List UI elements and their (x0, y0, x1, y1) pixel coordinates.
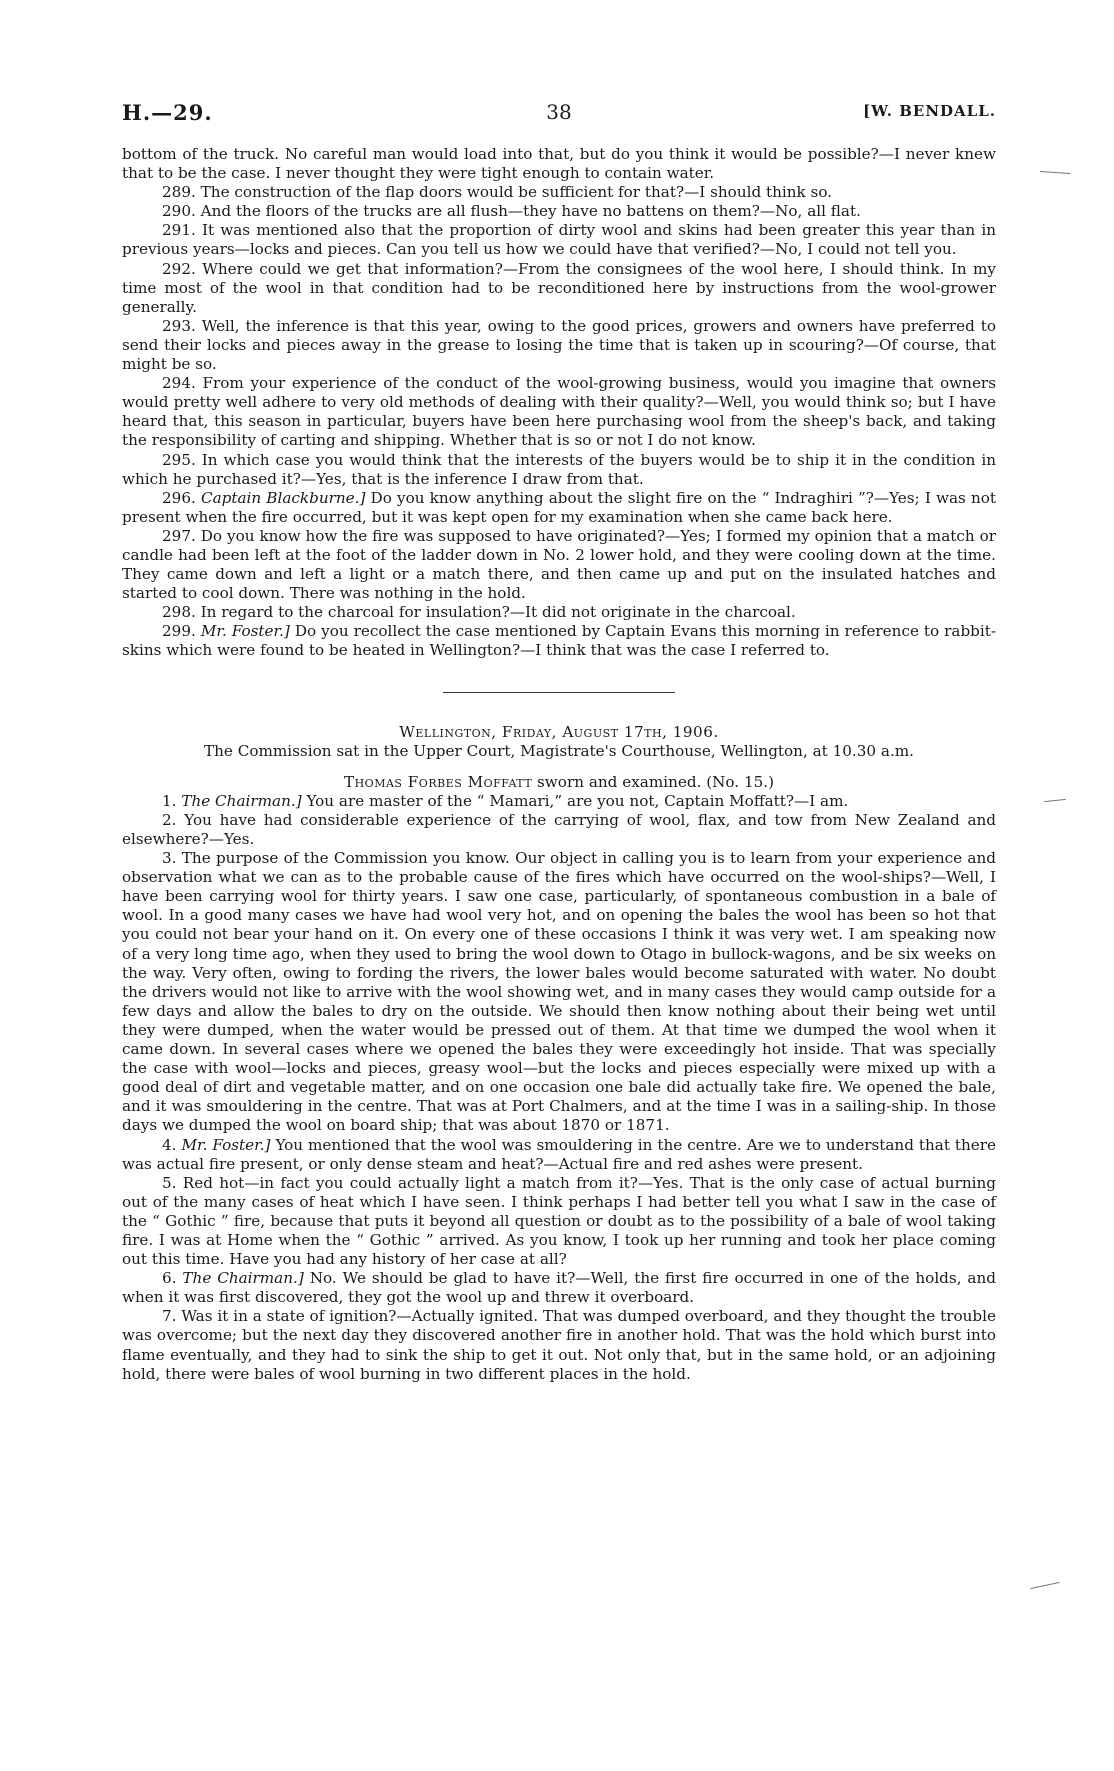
question-paragraph (122, 849, 996, 1135)
question-number: 3. (162, 849, 182, 868)
question-paragraph (122, 811, 996, 849)
question-text: From your experience of the conduct of the wool-growing business, would you imagine that owners would pretty well adhere to very old methods of dealing with their quality?—Well, you would think so; but I have heard that, this season in particular, buyers have been here purchasing wool from the sheep's back, and taking the responsibility of carting and shipping. Whether that is so or not I do not know. (122, 374, 996, 450)
question-text: Do you know anything about the slight fire on the “ Indraghiri ”?—Yes; I was not present when the fire occurred, but it was kept open for my examination when she came back here. (122, 488, 996, 526)
question-text: The purpose of the Commission you know. Our object in calling you is to learn from your experience and observation what we can as to the probable cause of the fires which have occurred on the wool-ships?—Well, I have been carrying wool for thirty years. I saw one case, particularly, of spontaneous combustion in a bale of wool. In a good many cases we have had wool very hot, and on opening the bales the wool has been so hot that you could not bear your hand on it. On every one of these occasions I think it was very wet. I am speaking now of a very long time ago, when they used to bring the wool down to Otago in bullock-wagons, and be six weeks on the way. Very often, owing to fording the rivers, the lower bales would become saturated with water. No doubt the drivers would not like to arrive with the wool showing wet, and in many cases they would camp outside for a few days and allow the bales to dry on the outside. We should then know nothing about their being wet until they were dumped, when the water would be pressed out of them. At that time we dumped the wool when it came down. In several cases where we opened the bales they were exceedingly hot inside. That was specially the case with wool—locks and pieces, greasy wool—but the locks and pieces especially were mixed up with a good deal of dirt and vegetable matter, and on one occasion one bale did actually take fire. We opened the bale, and it was smouldering in the centre. That was at Port Chalmers, and at the time I was in a sailing-ship. In those days we dumped the wool on board ship; that was about 1870 or 1871. (122, 849, 996, 1135)
witness-running-head: [W. BENDALL. (863, 102, 996, 120)
question-text: Well, the inference is that this year, owing to the good prices, growers and owners have preferred to send their locks and pieces away in the grease to losing the time that is taken up in scouring?—Of course, that might be so. (122, 316, 996, 374)
question-paragraph (122, 451, 996, 489)
question-paragraph (122, 1269, 996, 1307)
question-text: No. We should be glad to have it?—Well, the first fire occurred in one of the holds, and when it was first discovered, they got the wool up and threw it overboard. (122, 1269, 996, 1307)
question-paragraph (122, 221, 996, 259)
question-paragraph (122, 489, 996, 527)
question-text: You are master of the “ Mamari,” are you not, Captain Moffatt?—I am. (306, 791, 849, 810)
question-paragraph (122, 603, 996, 622)
question-text: Red hot—in fact you could actually light a match from it?—Yes. That is the only case of actual burning out of the many cases of heat which I have seen. I think perhaps I had better tell you what I saw in the case of the “ Gothic ” fire, because that puts it beyond all question or doubt as to the possibility of a bale of wool taking fire. I was at Home when the “ Gothic ” arrived. As you know, I took up her running and took her place coming out this time. Have you had any history of her case at all? (122, 1173, 996, 1269)
question-number: 6. (162, 1269, 183, 1288)
page-body (122, 145, 996, 1384)
question-text: And the floors of the trucks are all flush—they have no battens on them?—No, all flat. (200, 202, 861, 221)
question-paragraph (122, 260, 996, 317)
dateline: Wellington, Friday, August 17th, 1906. (399, 722, 719, 741)
testimony-section-moffatt (122, 792, 996, 1384)
question-number: 295. (162, 450, 202, 469)
question-paragraph (122, 202, 996, 221)
scan-mark (1044, 799, 1066, 802)
question-number: 2. (162, 810, 185, 829)
section-divider (443, 692, 675, 693)
question-number: 291. (162, 221, 202, 240)
question-paragraph (122, 317, 996, 374)
witness-heading (122, 773, 996, 792)
question-number: 1. (162, 791, 182, 810)
question-number: 299. (162, 622, 201, 641)
speaker-label: Mr. Foster.] (181, 1135, 271, 1154)
question-text: The construction of the flap doors would be sufficient for that?—I should think so. (200, 183, 833, 202)
scan-mark (1040, 171, 1070, 174)
question-number: 7. (162, 1307, 182, 1326)
question-number: 298. (162, 603, 201, 622)
question-number: 294. (162, 374, 203, 393)
question-paragraph (122, 792, 996, 811)
speaker-label: The Chairman.] (182, 1269, 304, 1288)
question-text: In which case you would think that the interests of the buyers would be to ship it in the condition in which he purchased it?—Yes, that is the inference I draw from that. (122, 450, 996, 488)
question-number: 297. (162, 526, 201, 545)
speaker-label: The Chairman.] (181, 791, 302, 810)
question-number: 290. (162, 202, 201, 221)
page-number: 38 (546, 100, 572, 124)
question-paragraph (122, 183, 996, 202)
question-number: 289. (162, 183, 201, 202)
question-text: In regard to the charcoal for insulation?—It did not originate in the charcoal. (200, 603, 796, 622)
question-number: 293. (162, 316, 202, 335)
question-paragraph (122, 527, 996, 603)
question-text: Do you recollect the case mentioned by Captain Evans this morning in reference to rabbit-skins which were found to be heated in Wellington?—I think that was the case I referred to. (122, 622, 996, 660)
document-reference: H.—29. (122, 100, 213, 125)
question-number: 4. (162, 1135, 182, 1154)
testimony-section-bendall (122, 183, 996, 660)
question-number: 292. (162, 259, 203, 278)
question-paragraph (122, 1136, 996, 1174)
question-paragraph (122, 622, 996, 660)
speaker-label: Captain Blackburne.] (200, 488, 366, 507)
speaker-label: Mr. Foster.] (200, 622, 290, 641)
question-text: It was mentioned also that the proportion of dirty wool and skins had been greater this year than in previous years—locks and pieces. Can you tell us how we could have that verified?—No, I could not tell you. (122, 221, 996, 259)
question-paragraph (122, 1174, 996, 1269)
question-text: Do you know how the fire was supposed to have originated?—Yes; I formed my opinion that a match or candle had been left at the foot of the ladder down in No. 2 lower hold, and they were cooling down at the time. They came down and left a light or a match there, and then came up and put on the insulated hatches and started to cool down. There was nothing in the hold. (122, 526, 996, 603)
continuation-paragraph: bottom of the truck. No careful man would load into that, but do you think it would be possible?—I never knew that to be the case. I never thought they were tight enough to contain water. (122, 145, 996, 183)
question-number: 5. (162, 1173, 183, 1192)
page-header (122, 100, 996, 128)
witness-sworn: sworn and examined. (No. 15.) (537, 772, 775, 791)
commission-line: The Commission sat in the Upper Court, Magistrate's Courthouse, Wellington, at 10.30 a.m. (203, 741, 915, 760)
question-text: Where could we get that information?—From the consignees of the wool here, I should think. In my time most of the wool in that condition had to be reconditioned here by instructions from the wool-grower generally. (122, 259, 996, 316)
question-text: Was it in a state of ignition?—Actually ignited. That was dumped overboard, and they thought the trouble was overcome; but the next day they discovered another fire in another hold. That was the hold which burst into flame eventually, and they had to sink the ship to get it out. Not only that, but in the same hold, or an adjoining hold, there were bales of wool burning in two different places in the hold. (122, 1307, 996, 1383)
scan-mark (1030, 1582, 1060, 1589)
question-number: 296. (162, 488, 201, 507)
witness-name: Thomas Forbes Moffatt (343, 772, 533, 791)
question-text: You mentioned that the wool was smouldering in the centre. Are we to understand that there was actual fire present, or only dense steam and heat?—Actual fire and red ashes were present. (122, 1135, 996, 1173)
question-paragraph (122, 374, 996, 450)
question-paragraph (122, 1307, 996, 1383)
question-text: You have had considerable experience of the carrying of wool, flax, and tow from New Zealand and elsewhere?—Yes. (122, 810, 996, 848)
